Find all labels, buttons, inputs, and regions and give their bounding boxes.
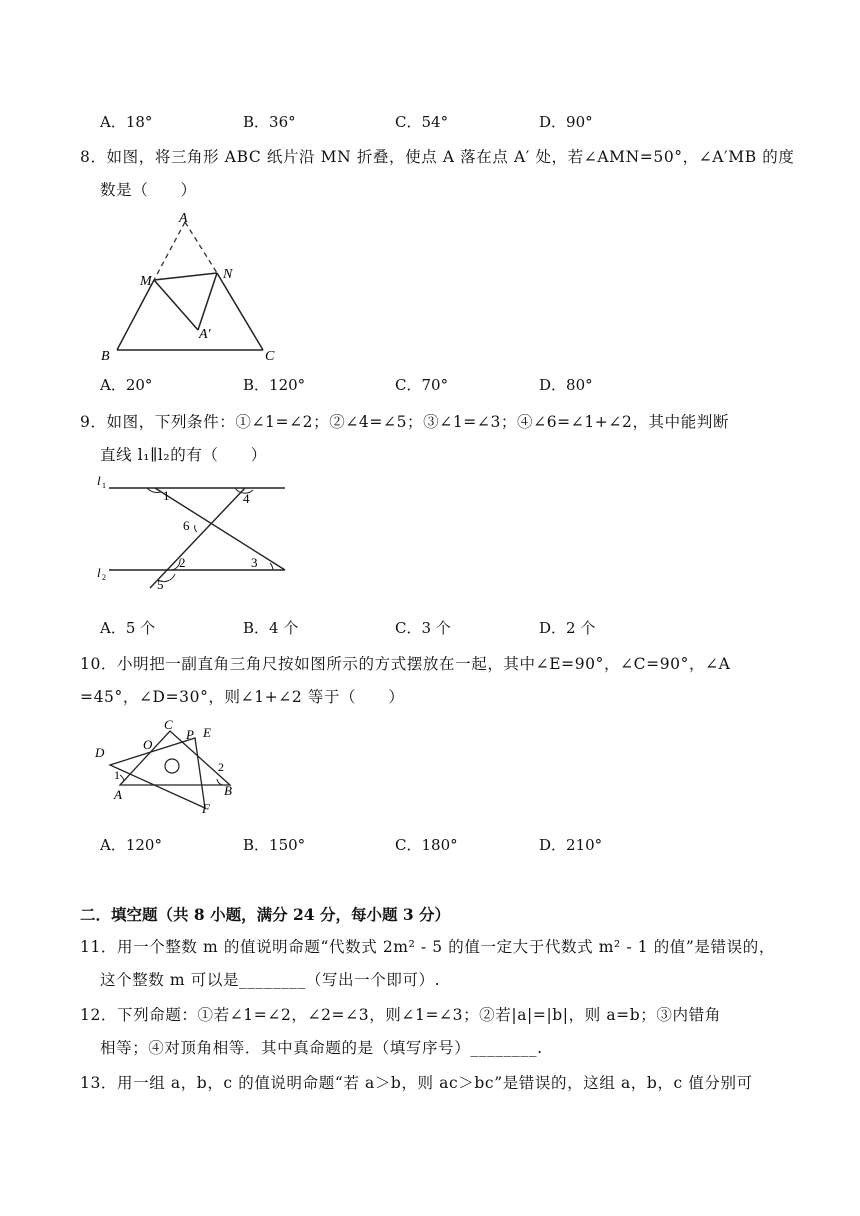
q8-label-m: M [140,274,152,289]
q9-stem-line1: 9．如图，下列条件：①∠1=∠2；②∠4=∠5；③∠1=∠3；④∠6=∠1+∠2，其中能判断 [80,413,730,431]
q10-label-f: F [202,801,210,816]
q8-label-b: B [101,349,110,364]
q9-label-l1: l [97,473,101,488]
q10-angle-1: 1 [114,768,120,782]
q10-choice-d[interactable]: D．210° [539,836,603,854]
q8-stem-line1: 8．如图，将三角形 ABC 纸片沿 MN 折叠，使点 A 落在点 A′ 处，若∠AMN=50°，∠A′MB 的度 [80,148,795,166]
q8-stem-line2: 数是（ ） [100,181,197,199]
q10-choice-b[interactable]: B．150° [243,836,306,854]
q9-angle-4: 4 [243,491,250,506]
section-title: 二．填空题（共 8 小题，满分 24 分，每小题 3 分） [80,905,451,924]
q11-stem-line2: 这个整数 m 可以是________（写出一个即可）. [100,971,441,989]
q8-choice-c[interactable]: C．70° [395,376,449,394]
q7-choice-b[interactable]: B．36° [243,113,296,131]
q9-stem-line2: 直线 l₁∥l₂的有（ ） [100,446,267,464]
q10-label-e: E [203,725,211,740]
q8-figure [95,205,285,370]
q8-choice-a[interactable]: A．20° [100,376,153,394]
q9-angle-2: 2 [179,555,186,570]
q9-angle-1: 1 [163,488,170,503]
q9-angle-3: 3 [251,555,258,570]
q10-angle-2: 2 [218,760,224,774]
q8-label-a-prime: A′ [199,327,211,342]
q9-choice-b[interactable]: B．4 个 [243,619,299,637]
q9-angle-6: 6 [183,518,190,533]
q10-label-d: D [95,745,105,760]
q10-choice-c[interactable]: C．180° [395,836,458,854]
q12-stem-line1: 12．下列命题：①若∠1=∠2，∠2=∠3，则∠1=∠3；②若|a|=|b|，则 a=b；③内错角 [80,1006,721,1024]
q12-stem-line2: 相等；④对顶角相等．其中真命题的是（填写序号）________. [100,1039,543,1057]
q9-choice-c[interactable]: C．3 个 [395,619,451,637]
q9-choice-a[interactable]: A．5 个 [100,619,156,637]
q8-label-n: N [223,267,233,282]
q9-choice-d[interactable]: D．2 个 [539,619,596,637]
q7-choice-a[interactable]: A．18° [100,113,153,131]
q10-figure [90,713,250,823]
q9-label-l2-sub: 2 [102,573,106,582]
q9-figure [95,470,295,600]
q10-label-c: C [164,717,173,732]
q10-label-a: A [114,787,122,802]
q8-choice-b[interactable]: B．120° [243,376,306,394]
q8-label-a: A [179,211,188,226]
q7-choice-c[interactable]: C．54° [395,113,449,131]
q10-label-p: P [186,727,194,742]
q8-choice-d[interactable]: D．80° [539,376,593,394]
q13-stem-line1: 13．用一组 a，b，c 的值说明命题“若 a＞b，则 ac＞bc”是错误的，这组 a，b，c 值分别可 [80,1074,753,1092]
q10-stem-line1: 10．小明把一副直角三角尺按如图所示的方式摆放在一起，其中∠E=90°，∠C=90°，∠A [80,655,731,673]
q7-choice-d[interactable]: D．90° [539,113,593,131]
q11-stem-line1: 11．用一个整数 m 的值说明命题“代数式 2m² - 5 的值一定大于代数式 m² - 1 的值”是错误的， [80,938,775,956]
q9-label-l1-sub: 1 [102,481,106,490]
q10-label-o: O [143,737,153,752]
q10-choice-a[interactable]: A．120° [100,836,162,854]
q10-stem-line2: =45°，∠D=30°，则∠1+∠2 等于（ ） [80,688,405,706]
q8-label-c: C [265,349,275,364]
q9-angle-5: 5 [157,577,164,592]
q10-label-b: B [224,783,232,798]
q9-label-l2: l [97,565,101,580]
